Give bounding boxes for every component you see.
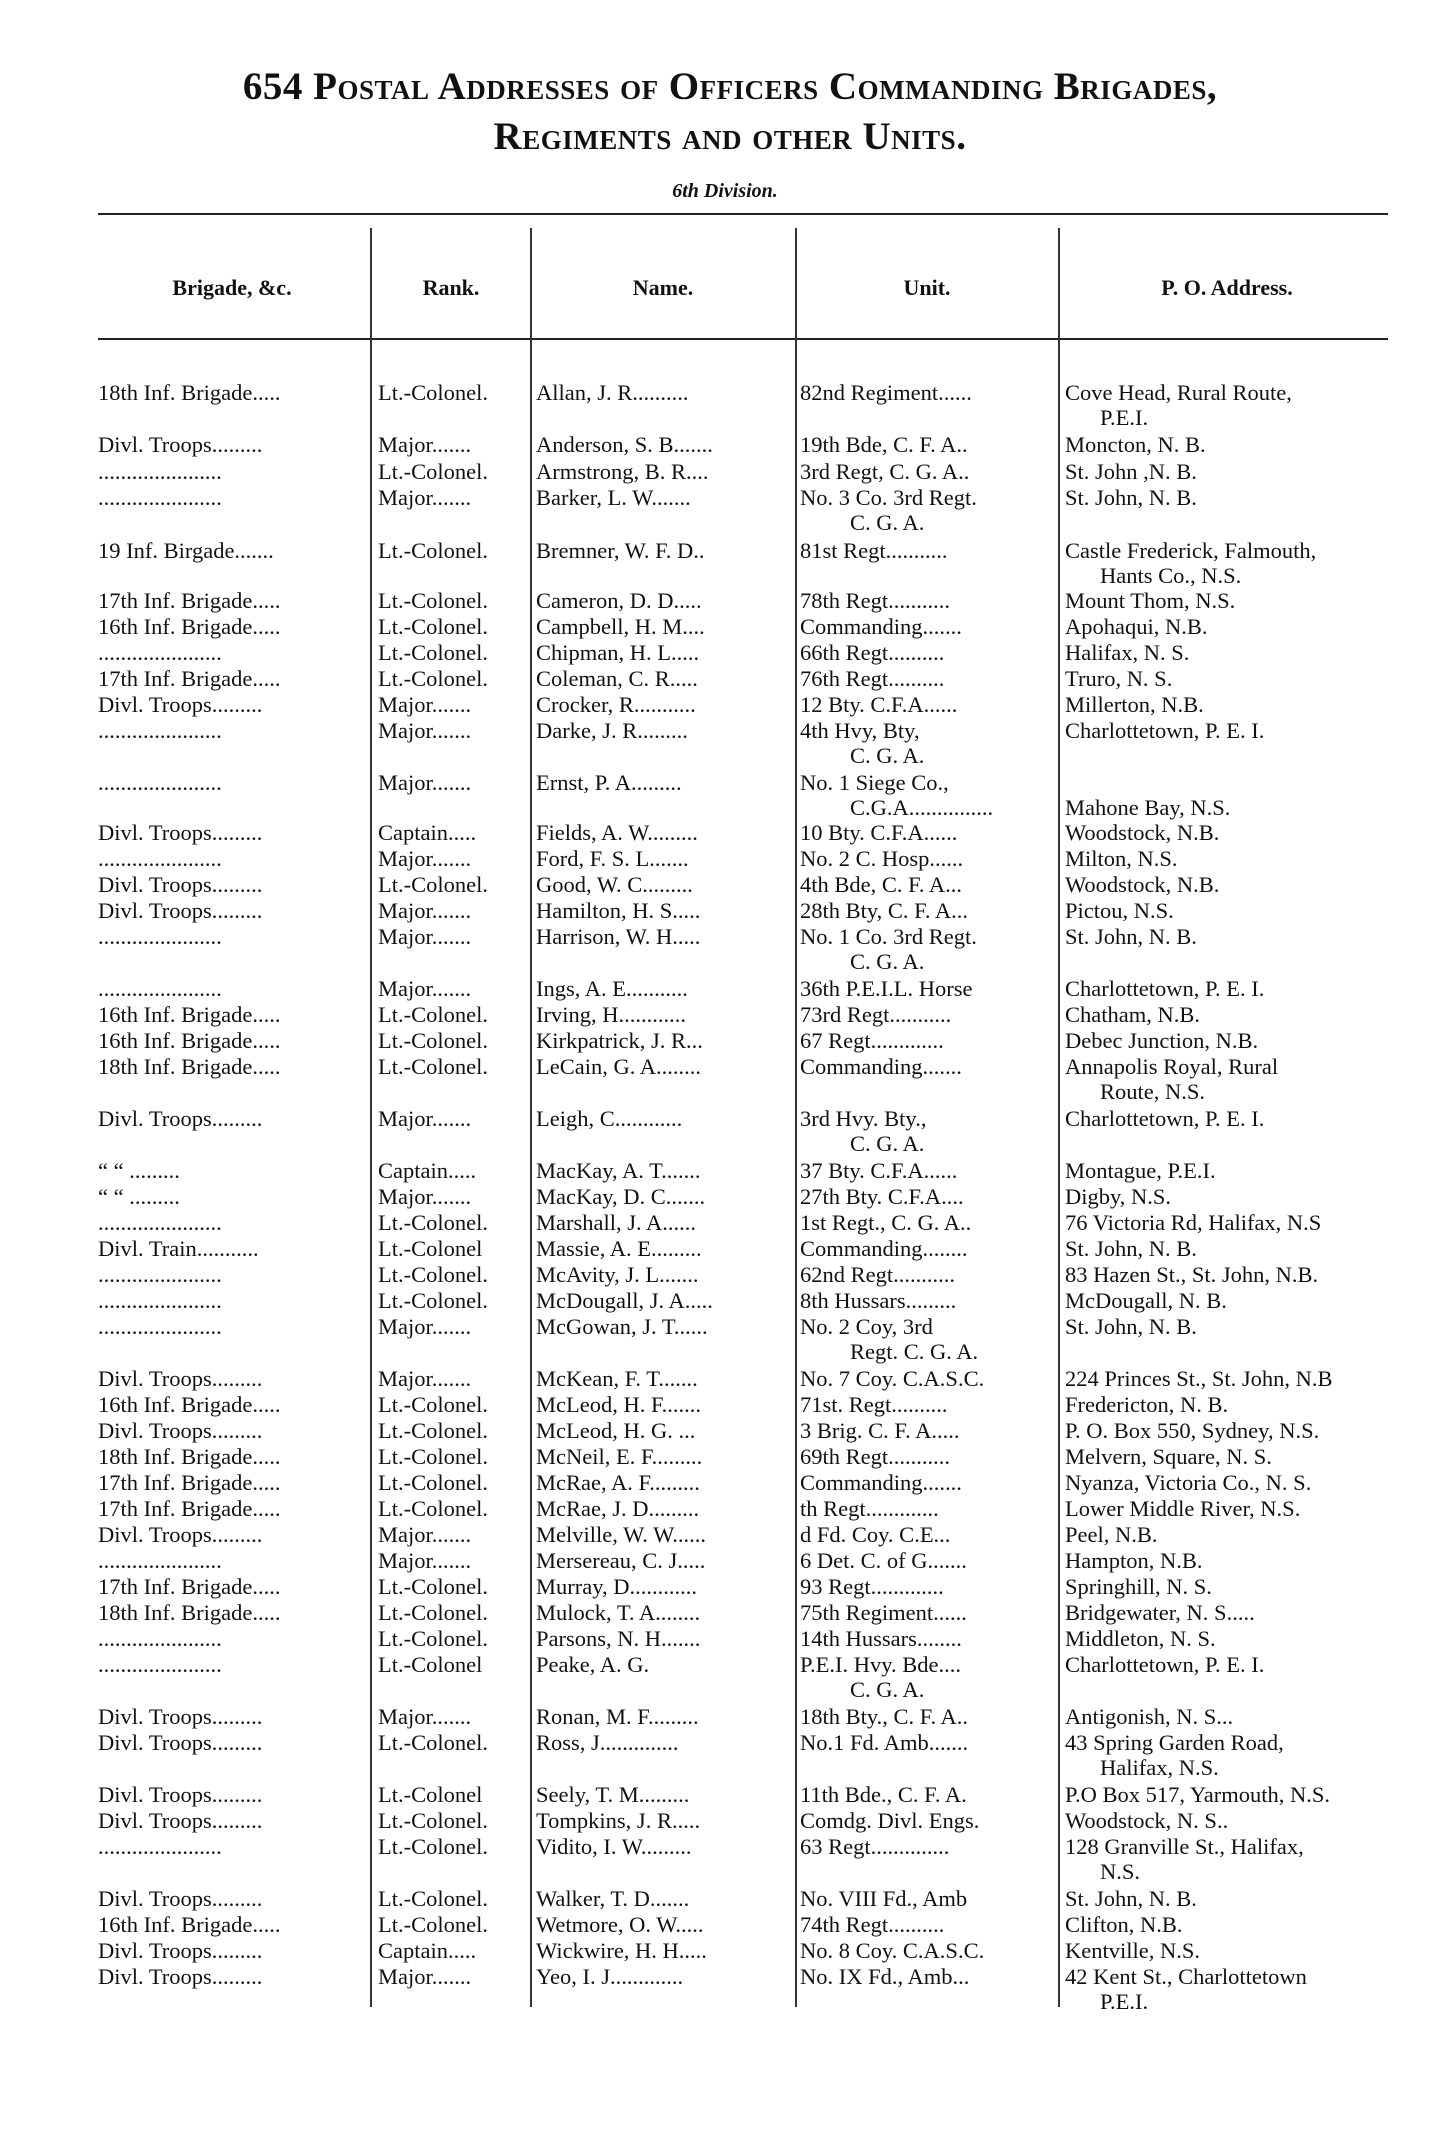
rank-cell: Lt.-Colonel. — [378, 872, 488, 897]
name-cell: Campbell, H. M.... — [536, 614, 705, 639]
unit-cell: 81st Regt........... — [800, 538, 948, 563]
name-cell: McAvity, J. L....... — [536, 1262, 699, 1287]
column-divider — [1058, 228, 1060, 2007]
address-cell: Lower Middle River, N.S. — [1065, 1496, 1301, 1521]
unit-cell: 36th P.E.I.L. Horse — [800, 976, 973, 1001]
rank-cell: Lt.-Colonel. — [378, 1288, 488, 1313]
address-continuation: P.E.I. — [1100, 1989, 1149, 2014]
column-divider — [370, 228, 372, 2007]
brigade-cell: ...................... — [98, 1626, 222, 1651]
rank-cell: Lt.-Colonel. — [378, 1730, 488, 1755]
address-cell: Charlottetown, P. E. I. — [1065, 1106, 1265, 1131]
brigade-cell: ...................... — [98, 640, 222, 665]
rank-cell: Lt.-Colonel. — [378, 1808, 488, 1833]
name-cell: Hamilton, H. S..... — [536, 898, 701, 923]
brigade-cell: Divl. Troops......... — [98, 1704, 263, 1729]
unit-cell: 1st Regt., C. G. A.. — [800, 1210, 972, 1235]
name-cell: Murray, D............ — [536, 1574, 698, 1599]
rank-cell: Lt.-Colonel. — [378, 1574, 488, 1599]
name-cell: Irving, H............ — [536, 1002, 686, 1027]
brigade-cell: Divl. Troops......... — [98, 1522, 263, 1547]
unit-cell: th Regt............. — [800, 1496, 939, 1521]
division-subtitle: 6th Division. — [672, 180, 778, 202]
unit-continuation: C. G. A. — [850, 743, 925, 768]
brigade-cell: 16th Inf. Brigade..... — [98, 1912, 281, 1937]
rank-cell: Major....... — [378, 1184, 472, 1209]
brigade-cell: Divl. Troops......... — [98, 1964, 263, 1989]
address-cell: Peel, N.B. — [1065, 1522, 1158, 1547]
rank-cell: Lt.-Colonel — [378, 1236, 483, 1261]
address-cell: Moncton, N. B. — [1065, 432, 1206, 457]
name-cell: MacKay, D. C....... — [536, 1184, 706, 1209]
unit-cell: Commanding....... — [800, 1470, 962, 1495]
header-brigade: Brigade, &c. — [172, 275, 292, 300]
address-continuation: P.E.I. — [1100, 405, 1149, 430]
unit-cell: No. 1 Siege Co., — [800, 770, 949, 795]
unit-cell: No. IX Fd., Amb... — [800, 1964, 970, 1989]
unit-continuation: C. G. A. — [850, 949, 925, 974]
rank-cell: Major....... — [378, 485, 472, 510]
rank-cell: Major....... — [378, 924, 472, 949]
unit-continuation: C. G. A. — [850, 1677, 925, 1702]
brigade-cell: Divl. Troops......... — [98, 1782, 263, 1807]
unit-cell: Comdg. Divl. Engs. — [800, 1808, 980, 1833]
rank-cell: Lt.-Colonel. — [378, 1028, 488, 1053]
address-cell: Middleton, N. S. — [1065, 1626, 1216, 1651]
unit-cell: d Fd. Coy. C.E... — [800, 1522, 951, 1547]
address-cell: Apohaqui, N.B. — [1065, 614, 1208, 639]
address-cell: Charlottetown, P. E. I. — [1065, 1652, 1265, 1677]
address-cell: St. John, N. B. — [1065, 1314, 1197, 1339]
address-cell: Antigonish, N. S... — [1065, 1704, 1234, 1729]
rank-cell: Lt.-Colonel. — [378, 1210, 488, 1235]
brigade-cell: 16th Inf. Brigade..... — [98, 1028, 281, 1053]
name-cell: Barker, L. W....... — [536, 485, 691, 510]
address-continuation: Hants Co., N.S. — [1100, 563, 1242, 588]
page-number: 654 — [242, 65, 303, 108]
brigade-cell: 16th Inf. Brigade..... — [98, 1392, 281, 1417]
name-cell: Ernst, P. A......... — [536, 770, 682, 795]
brigade-cell: Divl. Troops......... — [98, 1418, 263, 1443]
brigade-cell: Divl. Troops......... — [98, 1886, 263, 1911]
rank-cell: Lt.-Colonel. — [378, 538, 488, 563]
rank-cell: Captain..... — [378, 1938, 477, 1963]
address-cell: 42 Kent St., Charlottetown — [1065, 1964, 1307, 1989]
unit-cell: Commanding........ — [800, 1236, 968, 1261]
rank-cell: Major....... — [378, 898, 472, 923]
brigade-cell: 17th Inf. Brigade..... — [98, 1574, 281, 1599]
address-cell: Millerton, N.B. — [1065, 692, 1204, 717]
brigade-cell: ...................... — [98, 1834, 222, 1859]
address-cell: Castle Frederick, Falmouth, — [1065, 538, 1317, 563]
rank-cell: Lt.-Colonel. — [378, 1444, 488, 1469]
rank-cell: Major....... — [378, 1548, 472, 1573]
rank-cell: Lt.-Colonel. — [378, 1470, 488, 1495]
address-cell: Charlottetown, P. E. I. — [1065, 976, 1265, 1001]
header-name: Name. — [632, 275, 694, 300]
unit-cell: 8th Hussars......... — [800, 1288, 957, 1313]
name-cell: McNeil, E. F......... — [536, 1444, 703, 1469]
address-cell: Woodstock, N.B. — [1065, 820, 1220, 845]
address-cell: McDougall, N. B. — [1065, 1288, 1227, 1313]
unit-cell: 12 Bty. C.F.A...... — [800, 692, 958, 717]
unit-cell: No.1 Fd. Amb....... — [800, 1730, 969, 1755]
unit-cell: 74th Regt.......... — [800, 1912, 945, 1937]
name-cell: MacKay, A. T....... — [536, 1158, 701, 1183]
name-cell: Massie, A. E......... — [536, 1236, 702, 1261]
address-cell: St. John, N. B. — [1065, 924, 1197, 949]
unit-cell: No. 7 Coy. C.A.S.C. — [800, 1366, 985, 1391]
brigade-cell: ...................... — [98, 1262, 222, 1287]
unit-cell: No. 2 C. Hosp...... — [800, 846, 964, 871]
address-cell: Melvern, Square, N. S. — [1065, 1444, 1272, 1469]
name-cell: Crocker, R........... — [536, 692, 696, 717]
name-cell: Parsons, N. H....... — [536, 1626, 701, 1651]
name-cell: Vidito, I. W......... — [536, 1834, 692, 1859]
rank-cell: Major....... — [378, 976, 472, 1001]
header-rank: Rank. — [422, 275, 480, 300]
address-cell: Montague, P.E.I. — [1065, 1158, 1216, 1183]
name-cell: Ronan, M. F......... — [536, 1704, 699, 1729]
address-cell: St. John, N. B. — [1065, 1886, 1197, 1911]
unit-cell: 3rd Regt, C. G. A.. — [800, 459, 970, 484]
brigade-cell: ...................... — [98, 1210, 222, 1235]
unit-cell: 3 Brig. C. F. A..... — [800, 1418, 960, 1443]
rank-cell: Major....... — [378, 1704, 472, 1729]
rank-cell: Lt.-Colonel. — [378, 1262, 488, 1287]
brigade-cell: 17th Inf. Brigade..... — [98, 1496, 281, 1521]
rank-cell: Lt.-Colonel. — [378, 459, 488, 484]
name-cell: LeCain, G. A........ — [536, 1054, 701, 1079]
unit-continuation: Regt. C. G. A. — [850, 1339, 979, 1364]
unit-cell: 10 Bty. C.F.A...... — [800, 820, 958, 845]
address-cell: Woodstock, N. S.. — [1065, 1808, 1229, 1833]
name-cell: Darke, J. R......... — [536, 718, 688, 743]
unit-cell: 62nd Regt........... — [800, 1262, 955, 1287]
rank-cell: Major....... — [378, 770, 472, 795]
name-cell: McLeod, H. F....... — [536, 1392, 702, 1417]
address-cell: Nyanza, Victoria Co., N. S. — [1065, 1470, 1312, 1495]
address-cell: Mount Thom, N.S. — [1065, 588, 1236, 613]
unit-cell: 63 Regt.............. — [800, 1834, 950, 1859]
unit-cell: 3rd Hvy. Bty., — [800, 1106, 927, 1131]
address-cell: Cove Head, Rural Route, — [1065, 380, 1292, 405]
rank-cell: Lt.-Colonel — [378, 1652, 483, 1677]
address-cell: Bridgewater, N. S..... — [1065, 1600, 1255, 1625]
name-cell: Ross, J.............. — [536, 1730, 679, 1755]
name-cell: Walker, T. D....... — [536, 1886, 690, 1911]
name-cell: Melville, W. W...... — [536, 1522, 707, 1547]
address-continuation: N.S. — [1100, 1859, 1141, 1884]
unit-cell: 76th Regt.......... — [800, 666, 945, 691]
unit-cell: 73rd Regt........... — [800, 1002, 952, 1027]
brigade-cell: Divl. Troops......... — [98, 692, 263, 717]
column-divider — [530, 228, 532, 2007]
name-cell: Coleman, C. R..... — [536, 666, 698, 691]
address-cell: 224 Princes St., St. John, N.B — [1065, 1366, 1333, 1391]
unit-cell: 18th Bty., C. F. A.. — [800, 1704, 969, 1729]
rank-cell: Major....... — [378, 1964, 472, 1989]
brigade-cell: Divl. Troops......... — [98, 820, 263, 845]
unit-cell: 67 Regt............. — [800, 1028, 944, 1053]
brigade-cell: Divl. Troops......... — [98, 1730, 263, 1755]
page-title — [90, 62, 1370, 162]
unit-cell: 93 Regt............. — [800, 1574, 944, 1599]
name-cell: Cameron, D. D..... — [536, 588, 702, 613]
unit-cell: 4th Bde, C. F. A... — [800, 872, 962, 897]
brigade-cell: 16th Inf. Brigade..... — [98, 614, 281, 639]
name-cell: McKean, F. T....... — [536, 1366, 698, 1391]
brigade-cell: 19 Inf. Birgade....... — [98, 538, 274, 563]
brigade-cell: “ “ ......... — [98, 1184, 180, 1209]
rank-cell: Lt.-Colonel. — [378, 1886, 488, 1911]
rank-cell: Captain..... — [378, 1158, 477, 1183]
name-cell: Allan, J. R.......... — [536, 380, 689, 405]
brigade-cell: Divl. Troops......... — [98, 1366, 263, 1391]
name-cell: Mulock, T. A........ — [536, 1600, 701, 1625]
unit-cell: P.E.I. Hvy. Bde.... — [800, 1652, 962, 1677]
name-cell: Seely, T. M......... — [536, 1782, 690, 1807]
brigade-cell: Divl. Troops......... — [98, 1106, 263, 1131]
header-rule — [98, 338, 1388, 340]
rank-cell: Major....... — [378, 1106, 472, 1131]
unit-continuation: C. G. A. — [850, 1131, 925, 1156]
unit-cell: 6 Det. C. of G....... — [800, 1548, 967, 1573]
unit-cell: 66th Regt.......... — [800, 640, 945, 665]
name-cell: Ings, A. E........... — [536, 976, 688, 1001]
unit-cell: No. 8 Coy. C.A.S.C. — [800, 1938, 985, 1963]
rank-cell: Lt.-Colonel. — [378, 1392, 488, 1417]
name-cell: Kirkpatrick, J. R... — [536, 1028, 703, 1053]
name-cell: Fields, A. W......... — [536, 820, 698, 845]
rank-cell: Lt.-Colonel — [378, 1782, 483, 1807]
brigade-cell: ...................... — [98, 1288, 222, 1313]
title-line-1: Postal Addresses of Officers Commanding Brigades, — [313, 65, 1218, 108]
rank-cell: Lt.-Colonel. — [378, 588, 488, 613]
address-cell: Clifton, N.B. — [1065, 1912, 1183, 1937]
brigade-cell: 17th Inf. Brigade..... — [98, 1470, 281, 1495]
unit-cell: 78th Regt........... — [800, 588, 950, 613]
header-address: P. O. Address. — [1161, 275, 1293, 300]
name-cell: Peake, A. G. — [536, 1652, 650, 1677]
rank-cell: Lt.-Colonel. — [378, 1418, 488, 1443]
brigade-cell: 16th Inf. Brigade..... — [98, 1002, 281, 1027]
name-cell: Wetmore, O. W..... — [536, 1912, 704, 1937]
name-cell: Leigh, C............ — [536, 1106, 683, 1131]
brigade-cell: ...................... — [98, 1652, 222, 1677]
address-cell: P. O. Box 550, Sydney, N.S. — [1065, 1418, 1320, 1443]
address-cell: Debec Junction, N.B. — [1065, 1028, 1259, 1053]
unit-cell: 37 Bty. C.F.A...... — [800, 1158, 958, 1183]
title-line-2: Regiments and other Units. — [493, 115, 967, 158]
address-cell: 76 Victoria Rd, Halifax, N.S — [1065, 1210, 1322, 1235]
address-continuation: Mahone Bay, N.S. — [1065, 795, 1231, 820]
unit-cell: 11th Bde., C. F. A. — [800, 1782, 967, 1807]
brigade-cell: Divl. Troops......... — [98, 898, 263, 923]
unit-continuation: C.G.A............... — [850, 795, 994, 820]
brigade-cell: 18th Inf. Brigade..... — [98, 1444, 281, 1469]
name-cell: McLeod, H. G. ... — [536, 1418, 696, 1443]
rank-cell: Lt.-Colonel. — [378, 666, 488, 691]
address-cell: Fredericton, N. B. — [1065, 1392, 1229, 1417]
unit-continuation: C. G. A. — [850, 510, 925, 535]
name-cell: Yeo, I. J............. — [536, 1964, 684, 1989]
rank-cell: Major....... — [378, 846, 472, 871]
brigade-cell: ...................... — [98, 976, 222, 1001]
address-cell: Chatham, N.B. — [1065, 1002, 1200, 1027]
rank-cell: Lt.-Colonel. — [378, 1912, 488, 1937]
rank-cell: Lt.-Colonel. — [378, 640, 488, 665]
header-unit: Unit. — [903, 275, 951, 300]
unit-cell: 71st. Regt.......... — [800, 1392, 948, 1417]
address-cell: 128 Granville St., Halifax, — [1065, 1834, 1304, 1859]
rank-cell: Captain..... — [378, 820, 477, 845]
address-cell: 83 Hazen St., St. John, N.B. — [1065, 1262, 1319, 1287]
name-cell: Chipman, H. L..... — [536, 640, 700, 665]
column-divider — [795, 228, 797, 2007]
address-cell: Springhill, N. S. — [1065, 1574, 1212, 1599]
unit-cell: 27th Bty. C.F.A.... — [800, 1184, 964, 1209]
rank-cell: Lt.-Colonel. — [378, 1496, 488, 1521]
address-cell: Kentville, N.S. — [1065, 1938, 1200, 1963]
address-cell: St. John, N. B. — [1065, 1236, 1197, 1261]
name-cell: Wickwire, H. H..... — [536, 1938, 707, 1963]
name-cell: Good, W. C......... — [536, 872, 693, 897]
rank-cell: Major....... — [378, 1522, 472, 1547]
brigade-cell: ...................... — [98, 846, 222, 871]
address-cell: Annapolis Royal, Rural — [1065, 1054, 1279, 1079]
unit-cell: 4th Hvy, Bty, — [800, 718, 920, 743]
address-cell: 43 Spring Garden Road, — [1065, 1730, 1284, 1755]
rank-cell: Lt.-Colonel. — [378, 1600, 488, 1625]
brigade-cell: Divl. Troops......... — [98, 1938, 263, 1963]
address-cell: Woodstock, N.B. — [1065, 872, 1220, 897]
name-cell: McDougall, J. A..... — [536, 1288, 713, 1313]
brigade-cell: Divl. Train........... — [98, 1236, 259, 1261]
address-cell: Truro, N. S. — [1065, 666, 1173, 691]
unit-cell: No. 1 Co. 3rd Regt. — [800, 924, 977, 949]
name-cell: Anderson, S. B....... — [536, 432, 713, 457]
brigade-cell: 17th Inf. Brigade..... — [98, 588, 281, 613]
brigade-cell: Divl. Troops......... — [98, 432, 263, 457]
brigade-cell: ...................... — [98, 1548, 222, 1573]
address-cell: St. John ,N. B. — [1065, 459, 1197, 484]
brigade-cell: 18th Inf. Brigade..... — [98, 380, 281, 405]
address-cell: Hampton, N.B. — [1065, 1548, 1203, 1573]
name-cell: Armstrong, B. R.... — [536, 459, 709, 484]
brigade-cell: ...................... — [98, 718, 222, 743]
name-cell: Bremner, W. F. D.. — [536, 538, 705, 563]
address-cell: Halifax, N. S. — [1065, 640, 1190, 665]
name-cell: Ford, F. S. L....... — [536, 846, 689, 871]
rank-cell: Lt.-Colonel. — [378, 380, 488, 405]
unit-cell: 28th Bty, C. F. A... — [800, 898, 969, 923]
address-continuation: Halifax, N.S. — [1100, 1755, 1219, 1780]
rank-cell: Major....... — [378, 432, 472, 457]
brigade-cell: ...................... — [98, 459, 222, 484]
brigade-cell: 17th Inf. Brigade..... — [98, 666, 281, 691]
brigade-cell: Divl. Troops......... — [98, 872, 263, 897]
name-cell: Marshall, J. A...... — [536, 1210, 696, 1235]
rank-cell: Lt.-Colonel. — [378, 1626, 488, 1651]
brigade-cell: Divl. Troops......... — [98, 1808, 263, 1833]
address-cell: Pictou, N.S. — [1065, 898, 1174, 923]
unit-cell: 19th Bde, C. F. A.. — [800, 432, 968, 457]
brigade-cell: 18th Inf. Brigade..... — [98, 1600, 281, 1625]
unit-cell: 14th Hussars........ — [800, 1626, 962, 1651]
unit-cell: 82nd Regiment...... — [800, 380, 972, 405]
name-cell: McRae, J. D......... — [536, 1496, 700, 1521]
address-cell: Milton, N.S. — [1065, 846, 1178, 871]
address-cell: Charlottetown, P. E. I. — [1065, 718, 1265, 743]
rank-cell: Lt.-Colonel. — [378, 1834, 488, 1859]
brigade-cell: ...................... — [98, 924, 222, 949]
name-cell: Tompkins, J. R..... — [536, 1808, 701, 1833]
unit-cell: 75th Regiment...... — [800, 1600, 967, 1625]
rank-cell: Major....... — [378, 692, 472, 717]
brigade-cell: 18th Inf. Brigade..... — [98, 1054, 281, 1079]
rank-cell: Major....... — [378, 1314, 472, 1339]
rank-cell: Major....... — [378, 1366, 472, 1391]
brigade-cell: ...................... — [98, 1314, 222, 1339]
brigade-cell: ...................... — [98, 485, 222, 510]
name-cell: McGowan, J. T...... — [536, 1314, 708, 1339]
brigade-cell: “ “ ......... — [98, 1158, 180, 1183]
unit-cell: No. 2 Coy, 3rd — [800, 1314, 933, 1339]
address-cell: St. John, N. B. — [1065, 485, 1197, 510]
name-cell: Mersereau, C. J..... — [536, 1548, 706, 1573]
name-cell: McRae, A. F......... — [536, 1470, 700, 1495]
rank-cell: Lt.-Colonel. — [378, 1002, 488, 1027]
unit-cell: Commanding....... — [800, 614, 962, 639]
address-continuation: Route, N.S. — [1100, 1079, 1206, 1104]
rank-cell: Lt.-Colonel. — [378, 614, 488, 639]
unit-cell: 69th Regt........... — [800, 1444, 950, 1469]
address-cell: Digby, N.S. — [1065, 1184, 1172, 1209]
unit-cell: No. 3 Co. 3rd Regt. — [800, 485, 977, 510]
unit-cell: No. VIII Fd., Amb — [800, 1886, 968, 1911]
name-cell: Harrison, W. H..... — [536, 924, 701, 949]
rank-cell: Lt.-Colonel. — [378, 1054, 488, 1079]
top-rule — [98, 213, 1388, 215]
unit-cell: Commanding....... — [800, 1054, 962, 1079]
address-cell: P.O Box 517, Yarmouth, N.S. — [1065, 1782, 1331, 1807]
brigade-cell: ...................... — [98, 770, 222, 795]
rank-cell: Major....... — [378, 718, 472, 743]
